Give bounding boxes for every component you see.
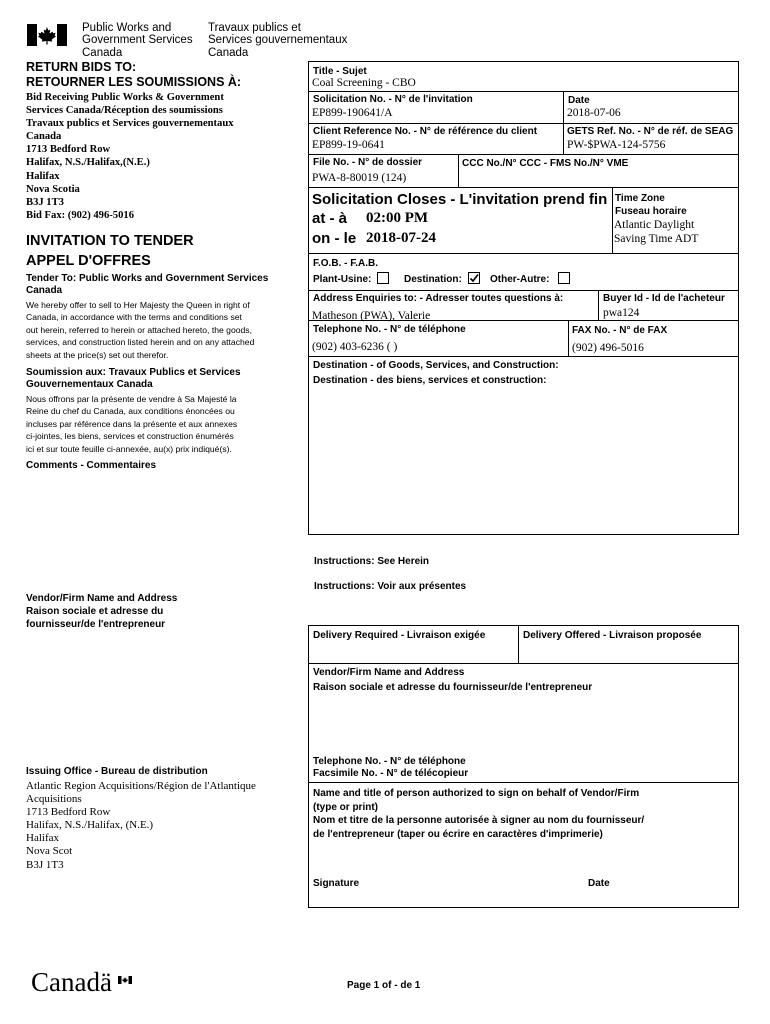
solicitation-no-label: Solicitation No. - N° de l'invitation	[313, 94, 473, 105]
file-no-label: File No. - N° de dossier	[313, 157, 423, 168]
wordmark-flag-icon	[118, 971, 132, 979]
issuing-office-heading: Issuing Office - Bureau de distribution	[26, 766, 208, 777]
fax-label: FAX No. - N° de FAX	[572, 325, 668, 336]
vendor-telephone-label: Telephone No. - N° de téléphone	[313, 756, 466, 767]
canada-flag-icon	[27, 24, 67, 46]
time-zone-value-2: Saving Time ADT	[614, 233, 699, 245]
date-value: 2018-07-06	[567, 107, 621, 119]
return-bids-address: Bid Receiving Public Works & Government Services Canada/Réception des soumissions Travaux publics et Services gouvernementaux Canada 1713 Bedford Row Halifax, N.S./Halifax,(N.E.) Halifax Nova Scotia B3J 1T3 Bid Fax: (902) 496-5016	[26, 92, 234, 221]
time-zone-label-fr: Fuseau horaire	[615, 206, 687, 217]
other-autre-label: Other-Autre:	[490, 274, 550, 285]
comments-label: Comments - Commentaires	[26, 460, 157, 471]
authorized-person-label: Name and title of person authorized to sign on behalf of Vendor/Firm (type or print) Nom et titre de la personne autorisée à signer au nom du fournisseur/ de l'entrepreneur (taper ou écrire en caractères d'imprimerie)	[313, 788, 645, 840]
address-enquiries-value: Matheson (PWA), Valerie	[312, 310, 431, 322]
invitation-title: INVITATION TO TENDER APPEL D'OFFRES	[26, 233, 194, 269]
department-name-en: Public Works and Government Services Canada	[82, 22, 193, 59]
closing-date-value: 2018-07-24	[366, 230, 436, 246]
gets-ref-label: GETS Ref. No. - N° de réf. de SEAG	[567, 126, 734, 137]
solicitation-closes-label: Solicitation Closes - L'invitation prend fin	[312, 191, 608, 208]
vendor-facsimile-label: Facsimile No. - N° de télécopieur	[313, 768, 469, 779]
address-enquiries-label: Address Enquiries to: - Adresser toutes questions à:	[313, 293, 564, 304]
signature-date-label: Date	[588, 878, 610, 889]
client-ref-value: EP899-19-0641	[312, 139, 385, 151]
instructions-en: Instructions: See Herein	[314, 556, 430, 567]
plant-usine-label: Plant-Usine:	[313, 274, 372, 285]
fax-value: (902) 496-5016	[572, 342, 644, 354]
time-zone-label-en: Time Zone	[615, 193, 665, 204]
time-zone-value-1: Atlantic Daylight	[614, 219, 695, 231]
gets-ref-value: PW-$PWA-124-5756	[567, 139, 666, 151]
telephone-value: (902) 403-6236 ( )	[312, 341, 398, 353]
soumission-heading: Soumission aux: Travaux Publics et Services Gouvernementaux Canada	[26, 367, 241, 390]
client-ref-label: Client Reference No. - N° de référence du client	[313, 126, 538, 137]
tender-to-body: We hereby offer to sell to Her Majesty the Queen in right of Canada, in accordance with the terms and conditions set out herein, referred to herein or attached hereto, the goods, services, and construction listed herein and on any attached sheets at the price(s) set out therefor.	[26, 300, 255, 360]
soumission-body: Nous offrons par la présente de vendre à Sa Majesté la Reine du chef du Canada, aux conditions énoncées ou incluses par référence dans la présente et aux annexes ci-jointes, les biens, services et construction énumérés ici et sur toute feuille ci-annexée, au(x) prix indiqué(s).	[26, 394, 238, 454]
other-autre-checkbox[interactable]	[558, 272, 570, 284]
tender-to-heading: Tender To: Public Works and Government Services Canada	[26, 273, 269, 296]
plant-usine-checkbox[interactable]	[377, 272, 389, 284]
vendor-firm-left-label: Vendor/Firm Name and Address Raison sociale et adresse du fournisseur/de l'entrepreneur	[26, 593, 178, 630]
destination-goods-label-fr: Destination - des biens, services et construction:	[313, 375, 547, 386]
closing-date-label: on - le	[312, 230, 357, 247]
title-value: Coal Screening - CBO	[312, 77, 416, 89]
destination-label: Destination:	[404, 274, 462, 285]
ccc-no-label: CCC No./N° CCC - FMS No./N° VME	[462, 158, 629, 169]
closing-time-label: at - à	[312, 210, 348, 227]
closing-time-value: 02:00 PM	[366, 210, 429, 226]
return-bids-heading: RETURN BIDS TO: RETOURNER LES SOUMISSIONS À:	[26, 60, 242, 89]
solicitation-no-value: EP899-190641/A	[312, 107, 393, 119]
department-name-fr: Travaux publics et Services gouvernementaux Canada	[208, 22, 348, 59]
issuing-office-address: Atlantic Region Acquisitions/Région de l'Atlantique Acquisitions 1713 Bedford Row Halifax, N.S./Halifax, (N.E.) Halifax Nova Scot B3J 1T3	[26, 780, 256, 871]
telephone-label: Telephone No. - N° de téléphone	[313, 324, 466, 335]
destination-goods-label-en: Destination - of Goods, Services, and Construction:	[313, 360, 559, 371]
buyer-id-label: Buyer Id - Id de l'acheteur	[603, 293, 725, 304]
file-no-value: PWA-8-80019 (124)	[312, 172, 407, 184]
page-number: Page 1 of - de 1	[347, 980, 421, 991]
vendor-name-label-en: Vendor/Firm Name and Address	[313, 667, 465, 678]
vendor-name-label-fr: Raison sociale et adresse du fournisseur/de l'entrepreneur	[313, 682, 593, 693]
fob-label: F.O.B. - F.A.B.	[313, 258, 378, 269]
destination-checkbox[interactable]	[468, 272, 480, 284]
instructions-fr: Instructions: Voir aux présentes	[314, 581, 467, 592]
canada-wordmark: Canadä	[31, 967, 112, 997]
signature-label: Signature	[313, 878, 360, 889]
delivery-required-label: Delivery Required - Livraison exigée	[313, 630, 486, 641]
buyer-id-value: pwa124	[603, 307, 640, 319]
checkmark-icon	[469, 273, 479, 283]
title-label: Title - Sujet	[313, 66, 367, 77]
delivery-offered-label: Delivery Offered - Livraison proposée	[523, 630, 702, 641]
date-label: Date	[568, 95, 590, 106]
